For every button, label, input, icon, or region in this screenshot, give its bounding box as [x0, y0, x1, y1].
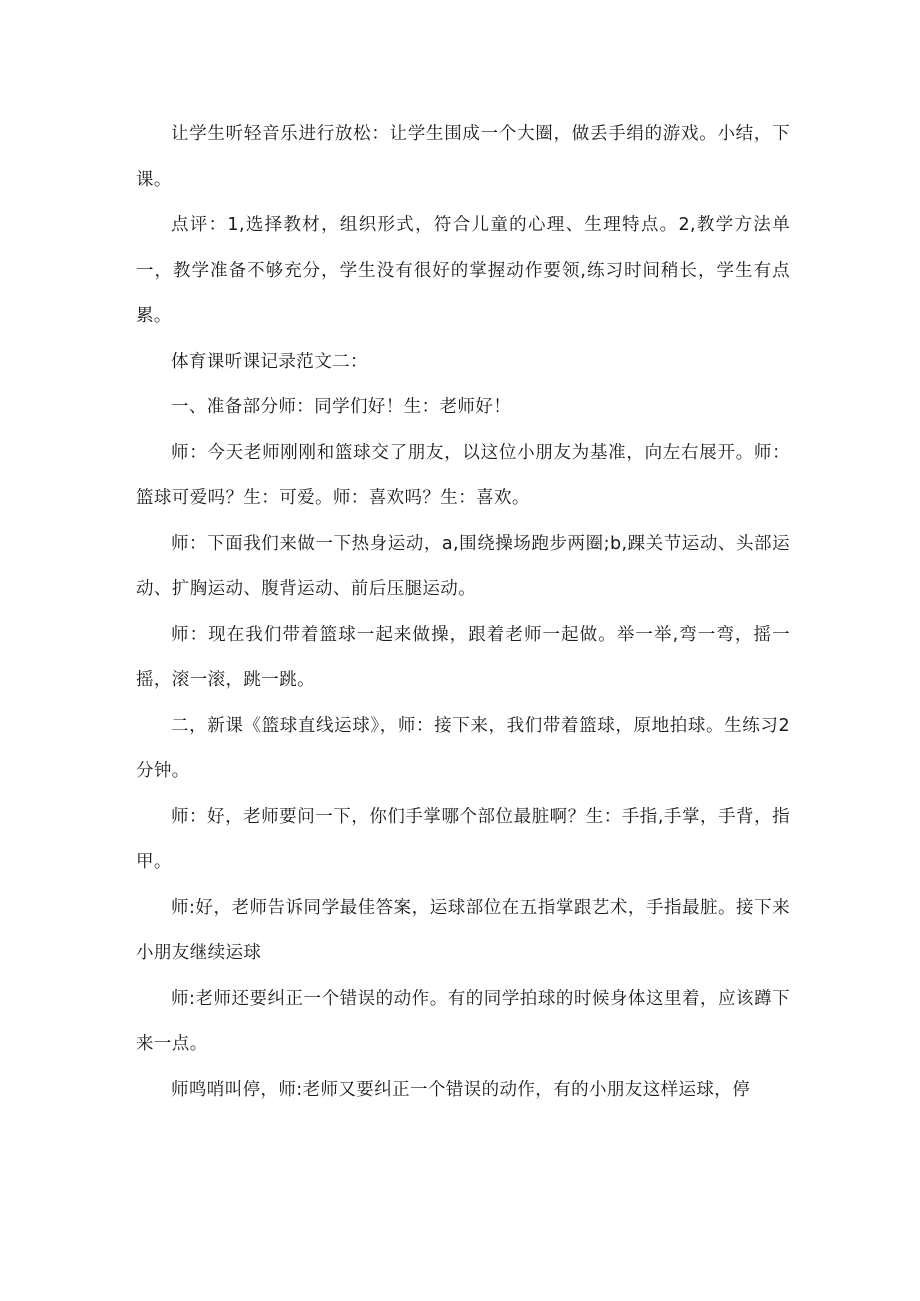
paragraph-exercise: 师：现在我们带着篮球一起来做操，跟着老师一起做。举一举,弯一弯，摇一摇，滚一滚，跳一跳。: [136, 624, 790, 690]
paragraph-correction-1: 师:老师还要纠正一个错误的动作。有的同学拍球的时候身体这里着，应该蹲下来一点。: [136, 988, 790, 1054]
paragraph-correction-2: 师鸣哨叫停，师:老师又要纠正一个错误的动作，有的小朋友这样运球，停: [171, 1079, 751, 1100]
document-body: [136, 112, 790, 1113]
paragraph-preparation: 一、准备部分师：同学们好！生：老师好！: [171, 397, 512, 417]
paragraph-relaxation: 让学生听轻音乐进行放松：让学生围成一个大圈，做丢手绢的游戏。小结，下课。: [136, 124, 790, 190]
paragraph-question: 师：好，老师要问一下，你们手掌哪个部位最脏啊？生：手指,手掌，手背，指甲。: [136, 806, 790, 872]
paragraph-warm-up: 师：下面我们来做一下热身运动，a,围绕操场跑步两圈;b,踝关节运动、头部运动、扩胸运动、腹背运动、前后压腿运动。: [136, 533, 790, 599]
paragraph-basketball-friend: 师：今天老师刚刚和篮球交了朋友，以这位小朋友为基准，向左右展开。师：篮球可爱吗？生：可爱。师：喜欢吗？生：喜欢。: [136, 442, 790, 508]
paragraph-answer: 师:好，老师告诉同学最佳答案，运球部位在五指掌跟艺术，手指最脏。接下来小朋友继续运球: [136, 897, 790, 963]
paragraph-new-lesson: 二，新课《篮球直线运球》，师：接下来，我们带着篮球，原地拍球。生练习2分钟。: [136, 715, 790, 781]
paragraph-section-title: 体育课听课记录范文二：: [171, 351, 368, 372]
paragraph-review: 点评：1,选择教材，组织形式，符合儿童的心理、生理特点。2,教学方法单一，教学准备不够充分，学生没有很好的掌握动作要领,练习时间稍长，学生有点累。: [136, 215, 790, 326]
